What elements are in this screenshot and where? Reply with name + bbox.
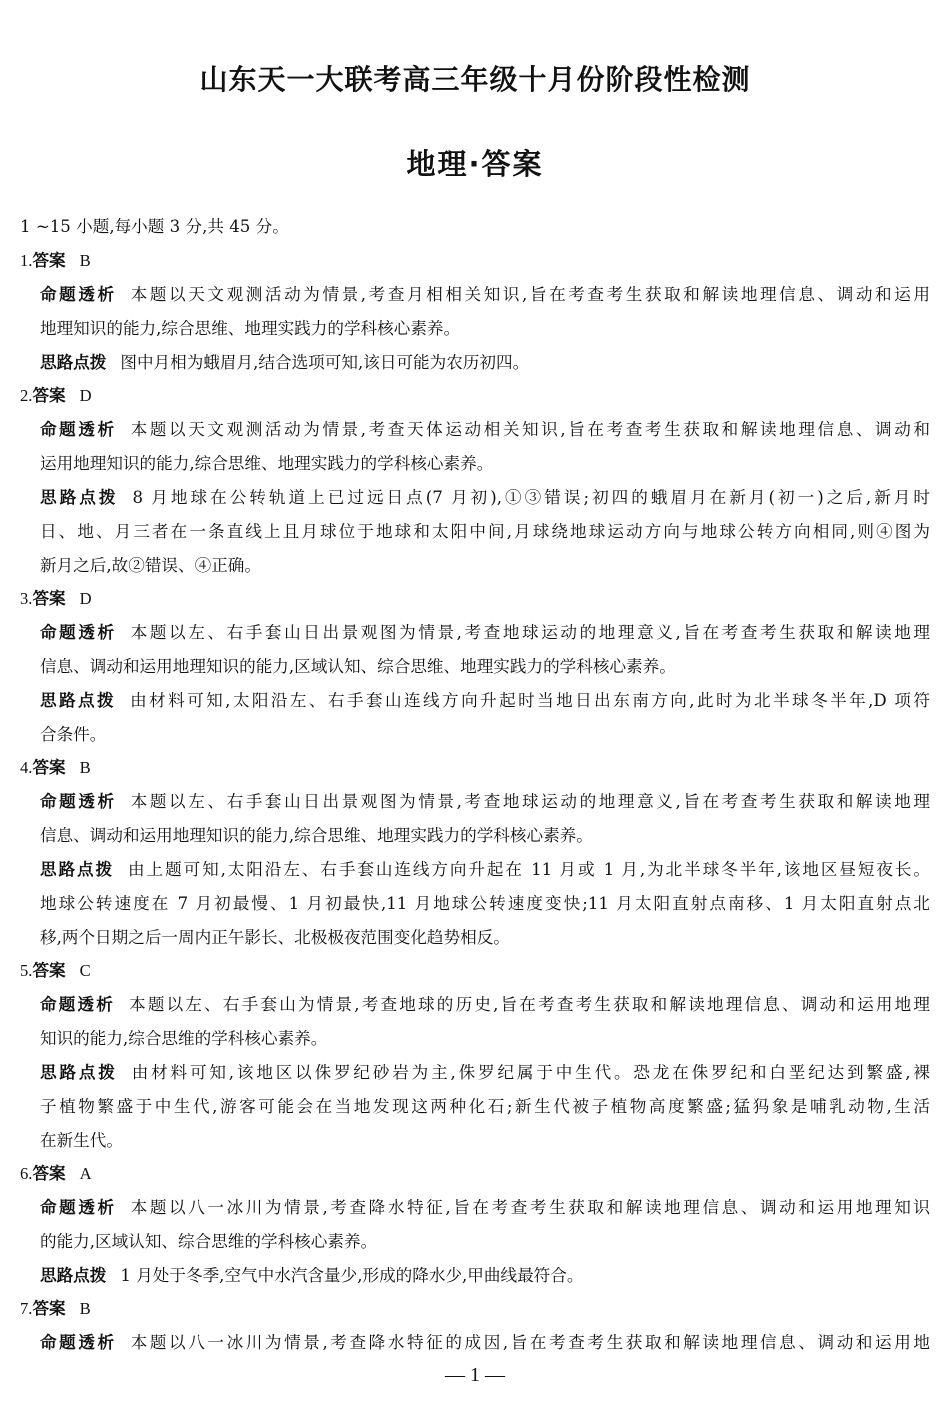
question-7-header: 7.答案 B [20, 1299, 91, 1318]
exam-title: 山东天一大联考高三年级十月份阶段性检测 [199, 63, 751, 96]
question-1-hint: 思路点拨 图中月相为蛾眉月,结合选项可知,该日可能为农历初四。 [40, 353, 530, 372]
question-2-hint-cont: 新月之后,故②错误、④正确。 [40, 556, 261, 575]
question-1-analysis: 命题透析 本题以天文观测活动为情景,考查月相相关知识,旨在考查考生获取和解读地理信息、调动和运用 [40, 285, 931, 304]
question-6-hint: 思路点拨 1 月处于冬季,空气中水汽含量少,形成的降水少,甲曲线最符合。 [40, 1266, 584, 1285]
answer-letter: A [79, 1164, 92, 1183]
answer-letter: B [79, 251, 91, 270]
question-4-hint-cont: 地球公转速度在 7 月初最慢、1 月初最快,11 月地球公转速度变快;11 月太阳直射点南移、1 月太阳直射点北 [40, 894, 930, 913]
question-4-analysis-cont: 信息、调动和运用地理知识的能力,综合思维、地理实践力的学科核心素养。 [40, 826, 593, 845]
question-5-hint-cont: 在新生代。 [40, 1131, 123, 1150]
question-3-analysis: 命题透析 本题以左、右手套山日出景观图为情景,考查地球运动的地理意义,旨在考查考生获取和解读地理 [40, 623, 931, 642]
question-5-analysis: 命题透析 本题以左、右手套山为情景,考查地球的历史,旨在考查考生获取和解读地理信息、调动和运用地理 [40, 995, 931, 1014]
question-3-header: 3.答案 D [20, 589, 92, 608]
question-2-analysis: 命题透析 本题以天文观测活动为情景,考查天体运动相关知识,旨在考查考生获取和解读地理信息、调动和 [40, 420, 931, 439]
question-3-hint: 思路点拨 由材料可知,太阳沿左、右手套山连线方向升起时当地日出东南方向,此时为北半球冬半年,D 项符 [40, 691, 931, 710]
question-6-analysis-cont: 的能力,区域认知、综合思维的学科核心素养。 [40, 1232, 378, 1251]
question-2-hint: 思路点拨 8 月地球在公转轨道上已过远日点(7 月初),①③错误;初四的蛾眉月在新月(初一)之后,新月时 [40, 488, 931, 507]
question-5-hint: 思路点拨 由材料可知,该地区以侏罗纪砂岩为主,侏罗纪属于中生代。恐龙在侏罗纪和白垩纪达到繁盛,裸 [40, 1063, 930, 1082]
question-6-header: 6.答案 A [20, 1164, 92, 1183]
question-2-hint-cont: 日、地、月三者在一条直线上且月球位于地球和太阳中间,月球绕地球运动方向与地球公转方向相同,则④图为 [40, 522, 930, 541]
question-3-hint-cont: 合条件。 [40, 725, 107, 744]
question-4-analysis: 命题透析 本题以左、右手套山日出景观图为情景,考查地球运动的地理意义,旨在考查考生获取和解读地理 [40, 792, 931, 811]
question-4-hint: 思路点拨 由上题可知,太阳沿左、右手套山连线方向升起在 11 月或 1 月,为北半球冬半年,该地区昼短夜长。 [40, 860, 931, 879]
question-3-analysis-cont: 信息、调动和运用地理知识的能力,区域认知、综合思维、地理实践力的学科核心素养。 [40, 657, 676, 676]
question-7-analysis: 命题透析 本题以八一冰川为情景,考查降水特征的成因,旨在考查考生获取和解读地理信息、调动和运用地 [40, 1333, 931, 1352]
answer-letter: B [79, 1299, 91, 1318]
question-2-analysis-cont: 运用地理知识的能力,综合思维、地理实践力的学科核心素养。 [40, 454, 494, 473]
question-6-analysis: 命题透析 本题以八一冰川为情景,考查降水特征,旨在考查考生获取和解读地理信息、调动和运用地理知识 [40, 1198, 931, 1217]
question-4-header: 4.答案 B [20, 758, 91, 777]
answer-letter: D [79, 386, 92, 405]
score-intro: 1 ~15 小题,每小题 3 分,共 45 分。 [20, 217, 289, 236]
question-5-hint-cont: 子植物繁盛于中生代,游客可能会在当地发现这两种化石;新生代被子植物高度繁盛;猛犸象是哺乳动物,生活 [40, 1097, 930, 1116]
question-1-header: 1.答案 B [20, 251, 91, 270]
answer-letter: C [79, 961, 91, 980]
subject-title: 地理·答案 [406, 147, 544, 181]
answer-letter: B [79, 758, 91, 777]
question-5-analysis-cont: 知识的能力,综合思维的学科核心素养。 [40, 1029, 328, 1048]
question-1-analysis-cont: 地理知识的能力,综合思维、地理实践力的学科核心素养。 [40, 319, 461, 338]
page-number: — 1 — [445, 1364, 505, 1386]
answer-letter: D [79, 589, 92, 608]
question-2-header: 2.答案 D [20, 386, 92, 405]
question-4-hint-cont: 移,两个日期之后一周内正午影长、北极极夜范围变化趋势相反。 [40, 928, 510, 947]
question-5-header: 5.答案 C [20, 961, 91, 980]
